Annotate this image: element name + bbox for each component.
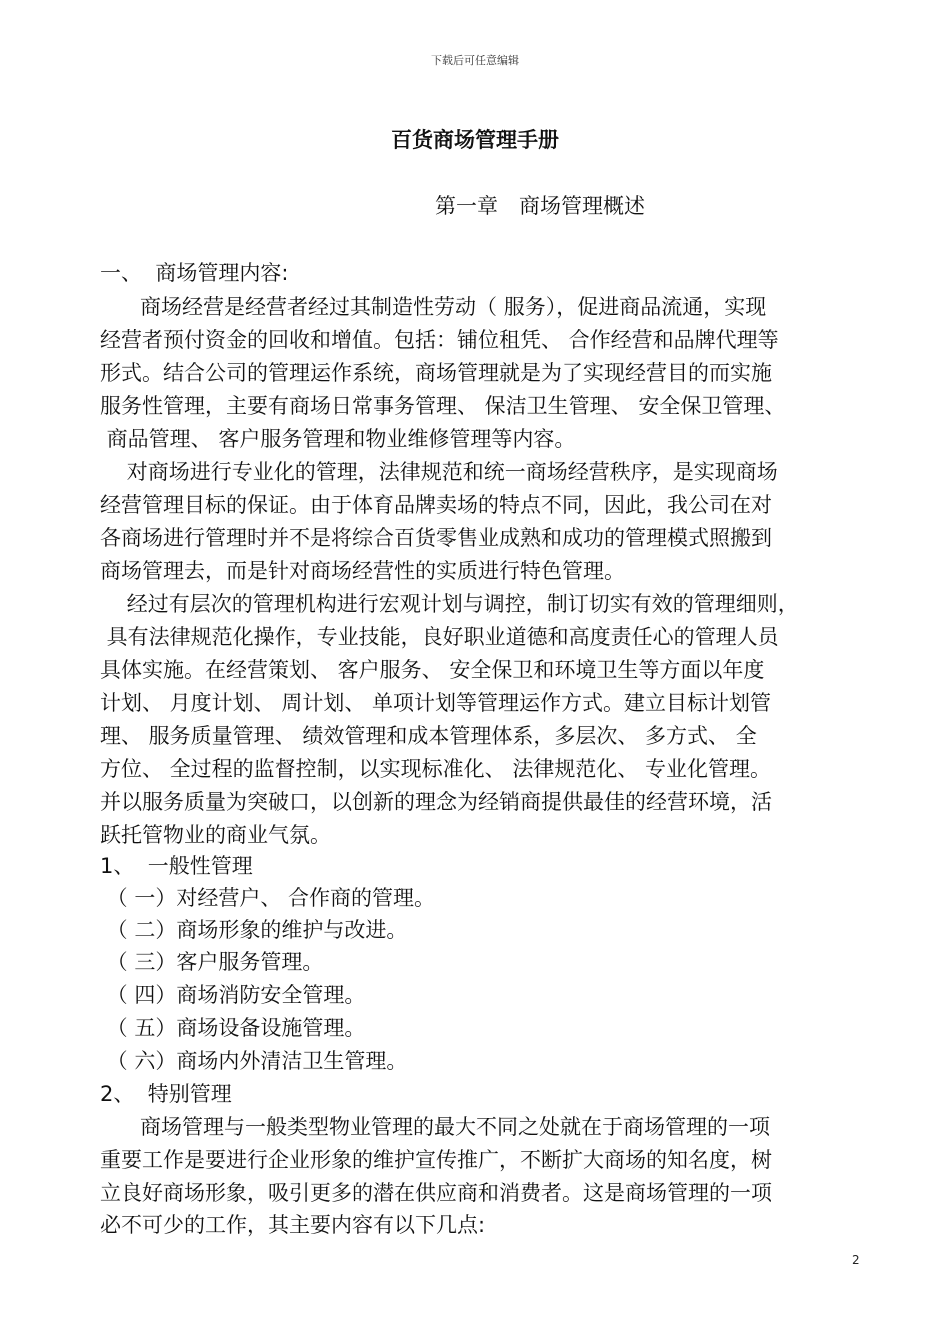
body-line: （ 四）商场消防安全管理。 [100,983,366,1007]
body-line: 2、 特别管理 [100,1082,232,1106]
body-line: （ 六）商场内外清洁卫生管理。 [100,1049,408,1073]
body-line: 具体实施。在经营策划、 客户服务、 安全保卫和环境卫生等方面以年度 [100,658,765,682]
page-header: 下载后可任意编辑 [431,54,519,67]
document-title: 百货商场管理手册 [391,128,559,152]
body-line: （ 一）对经营户、 合作商的管理。 [100,886,436,910]
body-line: （ 二）商场形象的维护与改进。 [100,918,408,942]
body-line: 商场管理与一般类型物业管理的最大不同之处就在于商场管理的一项 [100,1115,771,1139]
body-line: 具有法律规范化操作，专业技能，良好职业道德和高度责任心的管理人员 [100,625,779,649]
body-line: 跃托管物业的商业气氛。 [100,823,331,847]
body-line: 方位、 全过程的监督控制，以实现标准化、 法律规范化、 专业化管理。 [100,757,772,781]
body-line: 并以服务质量为突破口，以创新的理念为经销商提供最佳的经营环境，活 [100,790,772,814]
chapter-heading: 第一章 商场管理概述 [435,194,645,218]
body-line: 服务性管理，主要有商场日常事务管理、 保洁卫生管理、 安全保卫管理、 [100,394,786,418]
body-line: 1、 一般性管理 [100,854,253,878]
body-line: 商场经营是经营者经过其制造性劳动（ 服务），促进商品流通，实现 [100,295,767,319]
body-line: 理、 服务质量管理、 绩效管理和成本管理体系，多层次、 多方式、 全 [100,724,757,748]
body-line: 立良好商场形象，吸引更多的潜在供应商和消费者。这是商场管理的一项 [100,1181,772,1205]
body-line: 必不可少的工作，其主要内容有以下几点: [100,1213,486,1237]
body-line: 对商场进行专业化的管理，法律规范和统一商场经营秩序，是实现商场 [100,460,778,484]
body-line: 经过有层次的管理机构进行宏观计划与调控，制订切实有效的管理细则， [100,592,799,616]
body-line: 一、 商场管理内容: [100,261,289,285]
body-line: 重要工作是要进行企业形象的维护宣传推广，不断扩大商场的知名度，树 [100,1148,772,1172]
body-line: 各商场进行管理时并不是将综合百货零售业成熟和成功的管理模式照搬到 [100,526,772,550]
body-line: 商品管理、 客户服务管理和物业维修管理等内容。 [100,427,576,451]
body-line: 经营管理目标的保证。由于体育品牌卖场的特点不同，因此，我公司在对 [100,493,772,517]
body-line: 商场管理去，而是针对商场经营性的实质进行特色管理。 [100,559,625,583]
body-line: （ 三）客户服务管理。 [100,950,324,974]
body-line: 计划、 月度计划、 周计划、 单项计划等管理运作方式。建立目标计划管 [100,691,772,715]
body-line: 经营者预付资金的回收和增值。包括：铺位租凭、 合作经营和品牌代理等 [100,328,779,352]
body-line: 形式。结合公司的管理运作系统，商场管理就是为了实现经营目的而实施 [100,361,772,385]
body-line: （ 五）商场设备设施管理。 [100,1016,366,1040]
page-number: 2 [852,1253,860,1267]
